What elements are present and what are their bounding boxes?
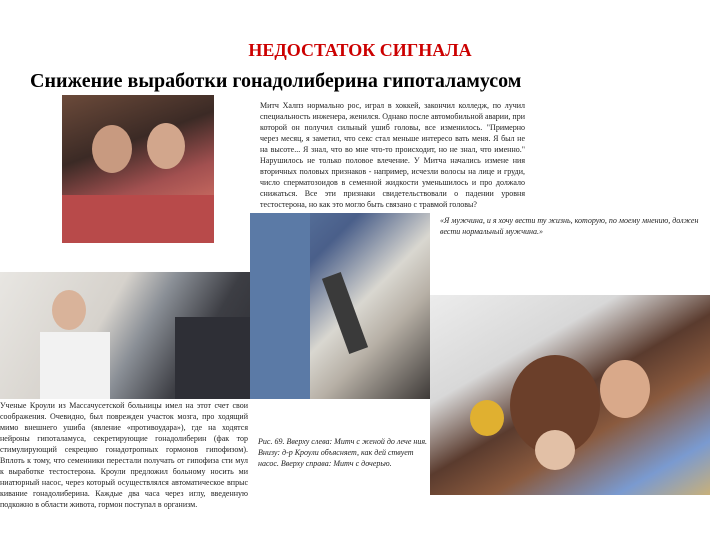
figure-caption: Рис. 69. Вверху слева: Митч с женой до лече ния. Внизу: д-р Кроули объясняет, как дей ствует насос. Вверху справа: Митч с дочерью. bbox=[258, 437, 428, 468]
slide-subtitle: Снижение выработки гонадолиберина гипоталамусом bbox=[30, 70, 522, 92]
photo-father-daughter bbox=[430, 295, 710, 495]
photo-pump-closeup bbox=[250, 213, 430, 399]
photo-couple bbox=[62, 95, 214, 243]
photo-doctor-explaining bbox=[0, 272, 250, 399]
patient-quote: «Я мужчина, и я хочу вести ту жизнь, которую, по моему мнению, должен вести нормальный мужчина.» bbox=[440, 216, 699, 236]
slide-title: НЕДОСТАТОК СИГНАЛА bbox=[248, 40, 472, 60]
article-text-left: Ученые Кроули из Массачусетской больницы имел на этот счет свои соображения. Очевидно, был поврежден участок мозга, про ходящий мимо внешнего ушиба (явление «противоудара»), где на ходятся нейроны гипоталамуса, секретирующие гонадолиберин (фак тор стимулирующий секрецию гонадотропных гормонов гипофизом). Вплоть к тому, что семенники перестали получать от гипофиза сти мул к выработке тестостерона. Кроули предложил больному носить ми ниатюрный насос, через который осуществлялся автоматическое впрыс кивание гонадолиберина. Каждые два часа через иглу, введенную подкожно в области живота, гормон поступал в организм. bbox=[0, 401, 248, 509]
article-text-top: Митч Халпз нормально рос, играл в хоккей, закончил колледж, по лучил специальность инженера, женился. Однако после автомобильной аварии, при которой он получил сильный ушиб головы, все изменилось. "Примерно через месяц, я заметил, что секс стал меньше интересо вать меня. Я был не на высоте... Я знал, что во мне что-то происходит, но не знал, что именно." Нарушилось не только половое влечение. У Митча начались измене ния вторичных половых признаков - например, исчезли волосы на лице и груди, число сперматозоидов в семенной жидкости уменьшилось и про должало снижаться. Все эти признаки свидетельствовали о падении уровня тестостерона, но как это могло быть связано с травмой головы? bbox=[260, 101, 525, 209]
